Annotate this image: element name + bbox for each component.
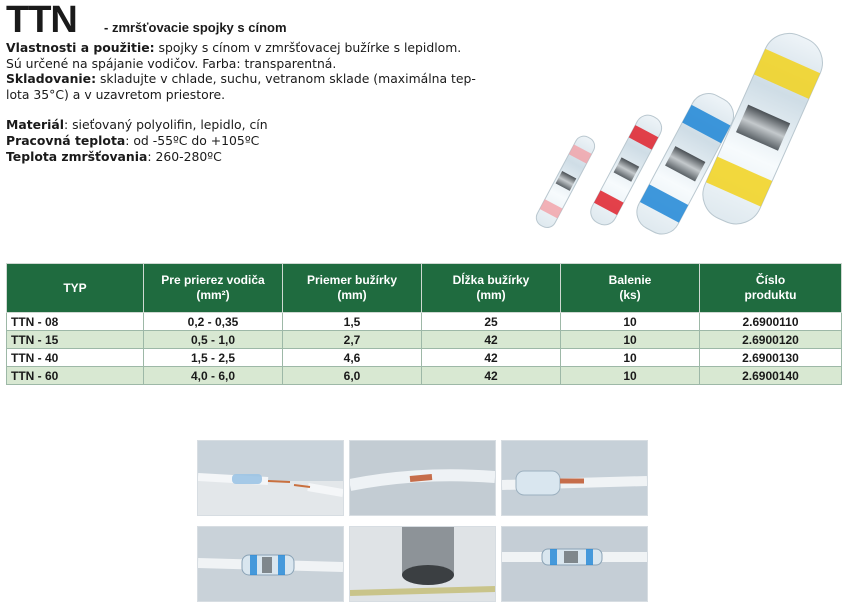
instruction-gallery	[197, 440, 499, 602]
product-photo	[500, 8, 840, 256]
gallery-photo-step-2	[349, 440, 496, 516]
col-cross-section: Pre prierez vodiča (mm²)	[144, 264, 283, 313]
table-row: TTN - 15 0,5 - 1,0 2,7 42 10 2.6900120	[7, 331, 842, 349]
gallery-photo-step-1	[197, 440, 344, 516]
col-packaging: Balenie (ks)	[561, 264, 700, 313]
table-header-row	[7, 264, 842, 313]
product-code-title: TTN	[6, 0, 77, 41]
col-tube-length: Dĺžka bužírky (mm)	[422, 264, 561, 313]
properties-line-1	[6, 40, 501, 56]
properties-text: spojky s cínom v zmršťovacej bužírke s lepidlom.	[154, 40, 462, 55]
product-description	[6, 40, 501, 164]
storage-label: Skladovanie:	[6, 71, 97, 87]
table-row: TTN - 40 1,5 - 2,5 4,6 42 10 2.6900130	[7, 349, 842, 367]
material-text: : sieťovaný polyolifin, lepidlo, cín	[63, 117, 268, 133]
shrink-temp-text: : 260-280ºC	[147, 148, 222, 164]
col-type: TYP	[7, 264, 144, 313]
gallery-photo-step-4	[197, 526, 344, 602]
properties-line-2: Sú určené na spájanie vodičov. Farba: transparentná.	[6, 55, 337, 71]
table-row: TTN - 60 4,0 - 6,0 6,0 42 10 2.6900140	[7, 367, 842, 385]
properties-label: Vlastnosti a použitie:	[6, 40, 155, 55]
gallery-photo-step-5	[349, 526, 496, 602]
working-temp-text: : od -55ºC do +105ºC	[125, 132, 260, 148]
product-subtitle: - zmršťovacie spojky s cínom	[104, 20, 287, 35]
col-tube-diameter: Priemer bužírky (mm)	[283, 264, 422, 313]
storage-text: skladujte v chlade, suchu, vetranom sklade (maximálna tep-	[96, 71, 476, 87]
gallery-photo-step-3	[501, 440, 648, 516]
working-temp-label: Pracovná teplota	[6, 132, 126, 148]
material-line	[6, 117, 501, 133]
sleeve-ttn-08	[533, 133, 598, 231]
col-product-number: Číslo produktu	[700, 264, 842, 313]
working-temp-line	[6, 133, 501, 149]
storage-line-2: lota 35°C) a v uzavretom priestore.	[6, 86, 226, 102]
shrink-temp-line	[6, 149, 501, 165]
material-label: Materiál	[6, 117, 64, 133]
storage-line-1	[6, 71, 501, 87]
specification-table	[6, 263, 842, 385]
gallery-photo-step-6	[501, 526, 648, 602]
table-row: TTN - 08 0,2 - 0,35 1,5 25 10 2.6900110	[7, 313, 842, 331]
shrink-temp-label: Teplota zmršťovania	[6, 148, 148, 164]
